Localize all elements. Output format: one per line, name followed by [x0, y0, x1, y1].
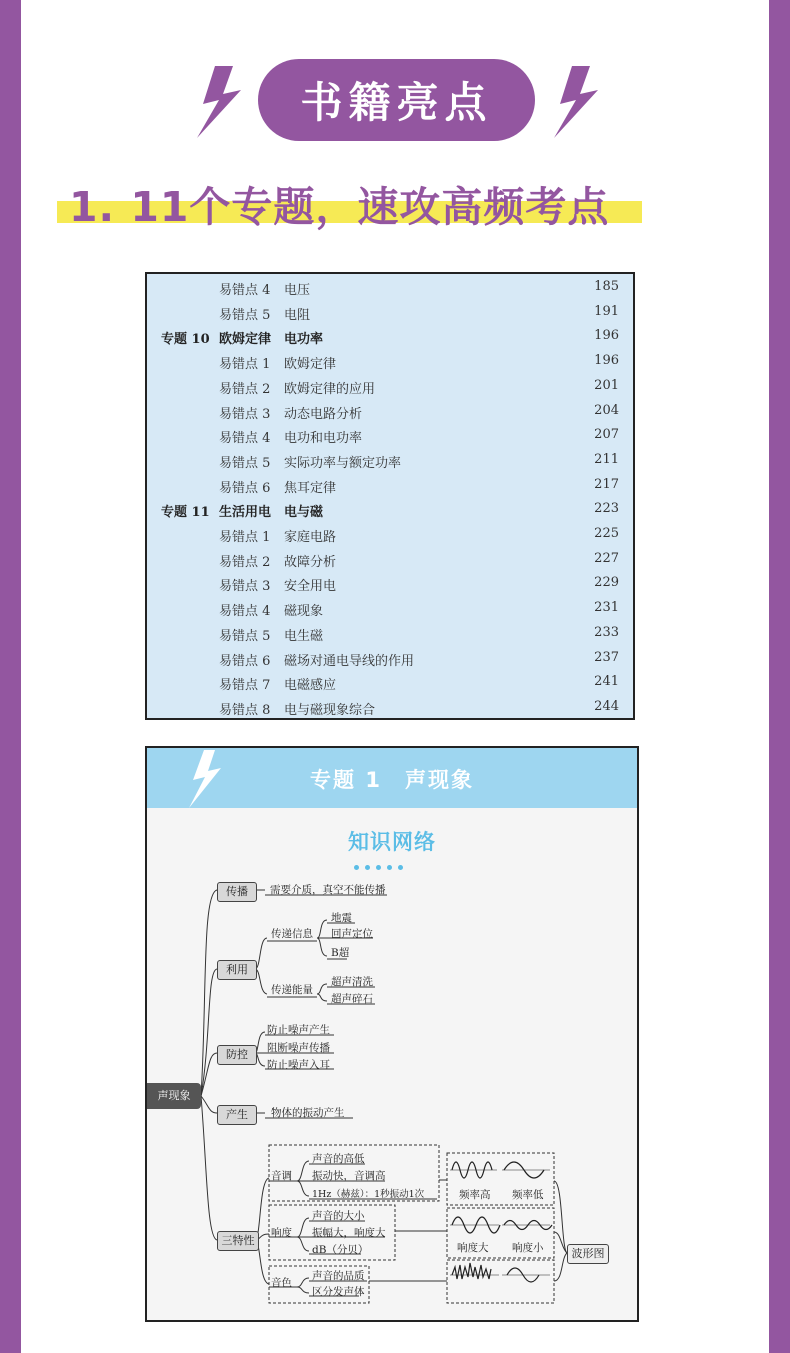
toc-page: 196 — [594, 328, 619, 344]
section-headline: 1. 11个专题，速攻高频考点 — [69, 183, 610, 231]
toc-page: 244 — [594, 698, 619, 714]
toc-item-row — [147, 625, 633, 649]
toc-page: 241 — [594, 674, 619, 690]
network-title: 知识网络 — [348, 830, 436, 854]
control-item: 防止噪声入耳 — [267, 1059, 330, 1071]
toc-title: 安全用电 — [284, 579, 337, 595]
toc-label: 易错点 5 — [219, 307, 271, 323]
toc-label: 易错点 5 — [219, 455, 271, 471]
banner-title: 书籍亮点 — [300, 78, 493, 127]
toc-item-row — [147, 699, 633, 723]
toc-label: 易错点 2 — [219, 381, 271, 397]
toc-title: 电生磁 — [284, 628, 324, 644]
toc-page: 229 — [594, 575, 619, 591]
toc-label: 易错点 3 — [219, 579, 271, 595]
use-energy-item: 超声碎石 — [331, 993, 373, 1005]
mindmap-card — [145, 746, 639, 1322]
pitch-item: 1Hz（赫兹）：1秒振动1次 — [312, 1189, 425, 1200]
toc-item-row — [147, 378, 633, 402]
use-info-item: 地震 — [331, 912, 352, 924]
toc-label: 专题 11 — [161, 505, 210, 521]
toc-title: 故障分析 — [284, 554, 337, 570]
branch-use: 利用 — [217, 960, 257, 980]
branch-origin: 产生 — [217, 1105, 257, 1125]
toc-title: 磁现象 — [284, 604, 324, 620]
toc-page: 231 — [594, 600, 619, 616]
toc-page: 227 — [594, 550, 619, 566]
lightning-left-icon — [193, 66, 245, 138]
wave-label: 响度大 — [457, 1242, 489, 1254]
trait-pitch: 音调 — [271, 1170, 292, 1182]
toc-item-row — [147, 575, 633, 599]
spread-text: 需要介质，真空不能传播 — [270, 884, 386, 896]
toc-item-row — [147, 403, 633, 427]
toc-label: 易错点 7 — [219, 678, 271, 694]
toc-item-row — [147, 650, 633, 674]
toc-page: 237 — [594, 649, 619, 665]
toc-title: 电阻 — [284, 307, 311, 323]
loud-item: 振幅大，响度大 — [312, 1227, 386, 1239]
toc-page: 196 — [594, 353, 619, 369]
toc-item-row — [147, 600, 633, 624]
wave-label: 频率高 — [459, 1189, 491, 1201]
toc-page: 201 — [594, 377, 619, 393]
toc-title: 焦耳定律 — [284, 480, 337, 496]
toc-label: 易错点 4 — [219, 604, 271, 620]
toc-page: 185 — [594, 279, 619, 294]
toc-page: 217 — [594, 476, 619, 492]
toc-title: 电磁感应 — [284, 678, 337, 694]
toc-label: 易错点 2 — [219, 554, 271, 570]
toc-title: 磁场对通电导线的作用 — [284, 653, 415, 669]
toc-title: 电压 — [284, 283, 311, 298]
toc-label: 易错点 8 — [219, 702, 271, 718]
toc-item-row — [147, 452, 633, 476]
pitch-item: 声音的高低 — [312, 1153, 365, 1165]
use-energy-label: 传递能量 — [271, 984, 313, 996]
toc-item-row — [147, 353, 633, 377]
control-item: 阻断噪声传播 — [267, 1042, 330, 1054]
toc-title: 电功和电功率 — [284, 431, 363, 447]
toc-title: 实际功率与额定功率 — [284, 455, 402, 471]
use-energy-item: 超声清洗 — [331, 976, 373, 988]
toc-item-row — [147, 304, 633, 328]
toc-label: 易错点 5 — [219, 628, 271, 644]
toc-label: 易错点 6 — [219, 653, 271, 669]
toc-page: 233 — [594, 624, 619, 640]
toc-title: 动态电路分析 — [284, 406, 363, 422]
use-info-item: 回声定位 — [331, 928, 373, 940]
toc-item-row — [147, 279, 633, 303]
mindmap-root: 声现象 — [147, 1083, 201, 1109]
lightning-right-icon — [550, 66, 602, 138]
right-border-stripe — [769, 0, 790, 1353]
wave-label: 频率低 — [512, 1189, 544, 1201]
toc-title: 欧姆定律 — [284, 357, 337, 373]
toc-page: 225 — [594, 526, 619, 541]
toc-label: 易错点 4 — [219, 283, 271, 298]
trait-loudness: 响度 — [271, 1227, 292, 1239]
use-info-label: 传递信息 — [271, 928, 313, 940]
origin-text: 物体的振动产生 — [271, 1107, 345, 1119]
toc-title: 生活用电 电与磁 — [219, 505, 324, 521]
toc-card — [145, 272, 635, 720]
branch-traits: 三特性 — [217, 1231, 259, 1251]
wave-label: 响度小 — [512, 1242, 544, 1254]
toc-title: 欧姆定律 电功率 — [219, 332, 324, 348]
wave-diagram-node: 波形图 — [567, 1244, 609, 1264]
toc-label: 易错点 3 — [219, 406, 271, 422]
toc-label: 易错点 1 — [219, 357, 271, 373]
toc-label: 易错点 4 — [219, 431, 271, 447]
toc-page: 191 — [594, 303, 619, 319]
toc-item-row — [147, 526, 633, 550]
toc-section-row — [147, 501, 633, 525]
toc-title: 家庭电路 — [284, 530, 337, 545]
loud-item: dB（分贝） — [312, 1244, 369, 1256]
toc-label: 专题 10 — [161, 332, 210, 348]
highlights-banner — [258, 59, 535, 141]
timbre-item: 区分发声体 — [312, 1286, 365, 1298]
toc-item-row — [147, 477, 633, 501]
toc-label: 易错点 1 — [219, 530, 271, 545]
toc-section-row — [147, 328, 633, 352]
branch-spread: 传播 — [217, 882, 257, 902]
loud-item: 声音的大小 — [312, 1210, 365, 1222]
trait-timbre: 音色 — [271, 1277, 292, 1289]
toc-title: 电与磁现象综合 — [284, 702, 376, 718]
toc-title: 欧姆定律的应用 — [284, 381, 376, 397]
timbre-item: 声音的品质 — [312, 1270, 365, 1282]
toc-page: 204 — [594, 402, 619, 418]
toc-item-row — [147, 551, 633, 575]
mindmap-header-title: 专题 1 声现象 — [310, 768, 474, 792]
use-info-item: B超 — [331, 947, 350, 959]
toc-label: 易错点 6 — [219, 480, 271, 496]
control-item: 防止噪声产生 — [267, 1024, 330, 1036]
toc-page: 223 — [594, 501, 619, 517]
branch-control: 防控 — [217, 1045, 257, 1065]
pitch-item: 振动快，音调高 — [312, 1170, 386, 1182]
left-border-stripe — [0, 0, 21, 1353]
toc-page: 207 — [594, 427, 619, 443]
toc-page: 211 — [594, 451, 619, 467]
toc-item-row — [147, 427, 633, 451]
toc-item-row — [147, 674, 633, 698]
